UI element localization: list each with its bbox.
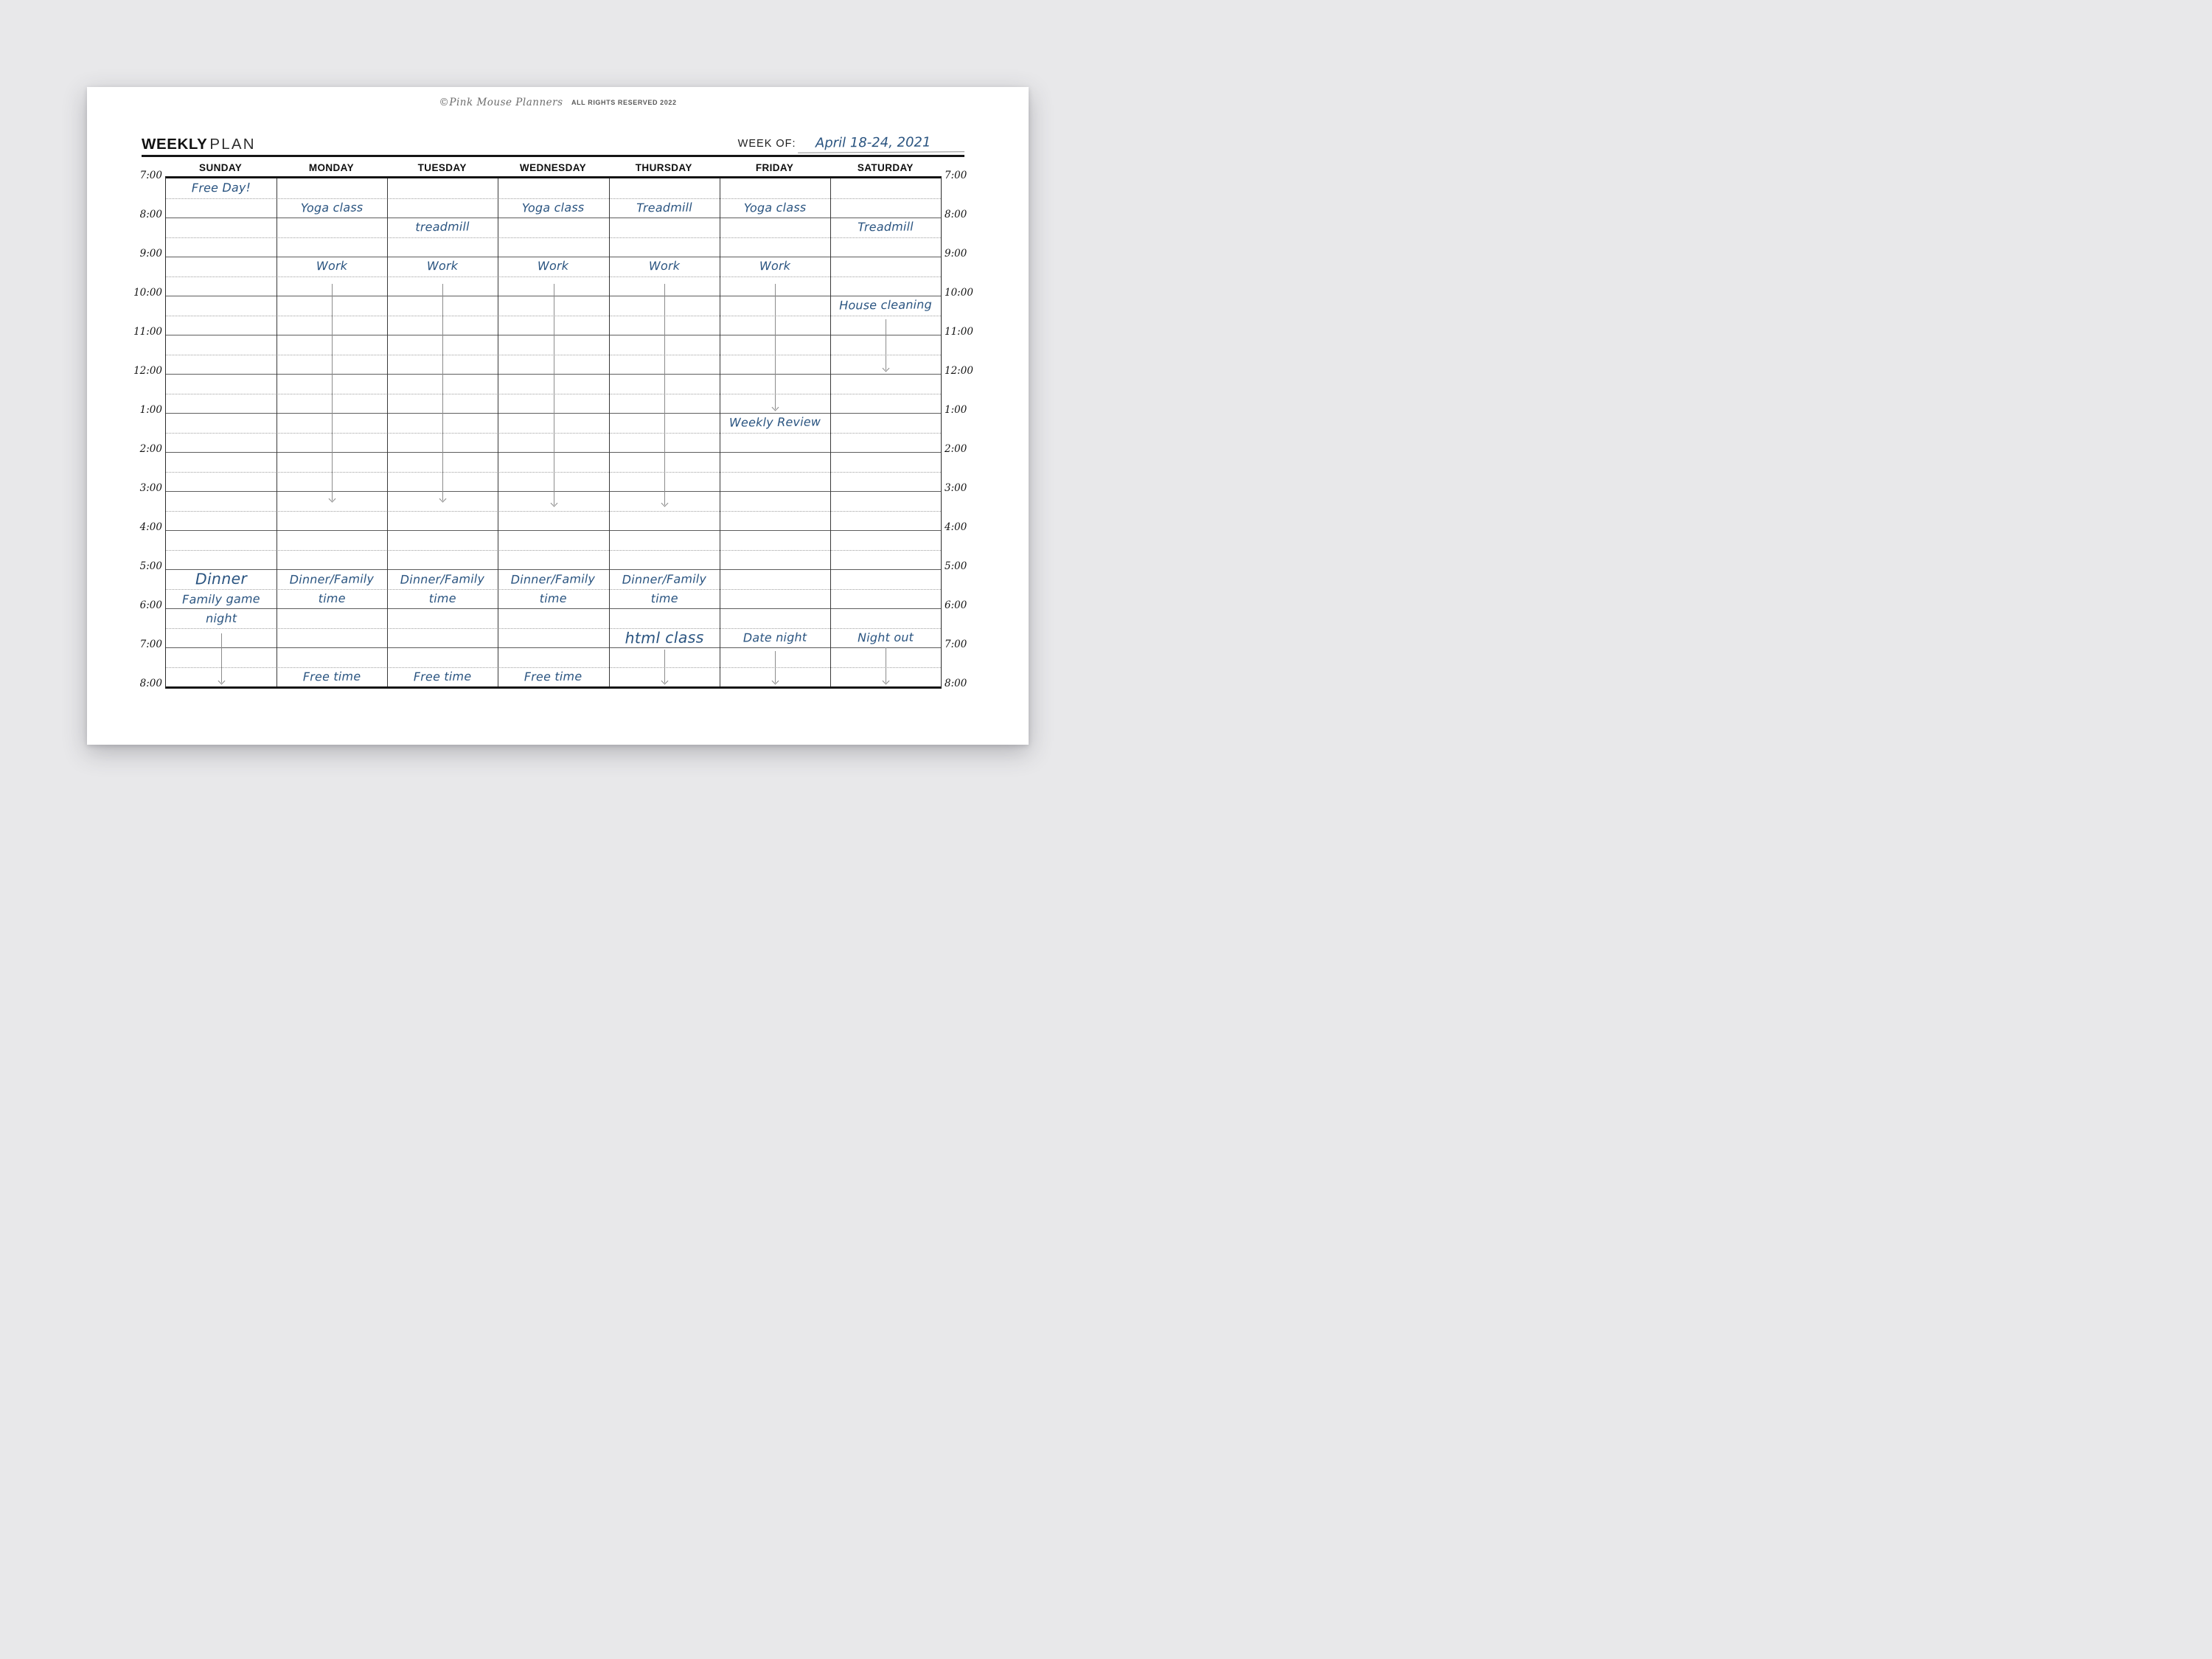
event-treadmill [387,217,498,237]
desk-background [0,0,1106,830]
time-label-left-8: 3:00 [139,482,162,494]
time-label-left-1: 8:00 [139,209,162,220]
day-header-friday: FRIDAY [755,162,794,173]
event-work [720,256,830,276]
event-text: night [206,610,237,625]
event-text: Free time [302,669,361,684]
event-text: Dinner/Family [400,571,485,587]
duration-arrow [664,650,665,683]
event-date-night [720,627,830,648]
time-label-left-7: 2:00 [139,443,162,455]
day-header-wednesday: WEDNESDAY [519,162,587,173]
event-yoga-class [276,198,387,218]
time-label-left-11: 6:00 [139,599,162,611]
time-label-right-0: 7:00 [945,170,967,181]
duration-arrow [332,284,333,501]
event-text: Work [648,259,680,274]
day-header-sunday: SUNDAY [199,162,243,173]
event-text: Date night [742,630,807,645]
event-text: Dinner/Family [622,571,706,587]
event-text: Yoga class [300,200,364,215]
time-label-right-11: 6:00 [945,599,967,611]
time-label-left-13: 8:00 [139,678,162,689]
event-work [387,256,498,276]
event-html-class [608,627,719,648]
event-text: Work [759,259,790,274]
duration-arrow [221,633,222,682]
page-title [142,137,256,153]
half-hour-line [166,511,941,512]
event-free-time [498,667,608,687]
event-free-time [387,667,498,687]
hour-line [166,608,941,609]
time-label-left-10: 5:00 [139,560,162,572]
event-text: Dinner [195,569,248,588]
time-label-right-12: 7:00 [945,639,967,650]
event-text: Dinner/Family [289,571,375,587]
half-hour-line [166,276,941,277]
event-text: time [318,591,346,605]
event-treadmill [830,217,941,237]
half-hour-line [166,198,941,199]
event-dinner [166,568,276,589]
event-work [498,256,608,276]
copyright-line [87,96,1029,109]
event-text: Work [538,259,569,274]
half-hour-line [166,550,941,551]
week-of-field [738,135,964,153]
day-header-saturday: SATURDAY [857,162,914,173]
half-hour-line [166,589,941,590]
column-divider [276,178,277,686]
event-weekly-review [720,412,830,433]
time-label-left-12: 7:00 [139,639,162,650]
event-text: Family game [182,591,260,606]
event-house-cleaning [830,295,941,316]
column-divider [830,178,831,686]
hour-line [166,569,941,570]
event-text: Treadmill [857,219,914,234]
time-label-left-2: 9:00 [139,248,162,260]
time-label-right-4: 11:00 [945,326,973,338]
event-text: Work [427,259,459,274]
time-label-left-3: 10:00 [133,287,162,299]
event-text: Weekly Review [728,414,821,430]
day-header-row [165,162,941,175]
half-hour-line [166,628,941,629]
time-label-left-0: 7:00 [139,170,162,181]
event-text: House cleaning [838,297,932,313]
time-label-right-10: 5:00 [945,560,967,572]
time-label-right-7: 2:00 [945,443,967,455]
time-label-right-13: 8:00 [945,678,967,689]
event-text: Free time [413,669,472,684]
time-label-right-9: 4:00 [945,521,967,533]
event-text: time [650,591,678,605]
half-hour-line [166,667,941,668]
duration-arrow [775,284,776,409]
title-rule [142,155,964,157]
event-text: Dinner/Family [511,571,596,587]
event-work [276,256,387,276]
event-text: Work [316,259,348,274]
column-divider [387,178,388,686]
event-text: Free time [524,669,582,684]
day-header-tuesday: TUESDAY [417,162,467,173]
event-text: html class [624,628,704,647]
week-of-label: WEEK OF: [737,138,796,150]
time-label-left-4: 11:00 [133,326,162,338]
event-text: Yoga class [522,200,585,215]
planner-page [87,87,1029,745]
hour-line [166,647,941,648]
day-header-thursday: THURSDAY [635,162,692,173]
title-weekly: WEEKLY [142,135,208,153]
title-plan: PLAN [209,135,256,153]
time-label-right-6: 1:00 [945,404,967,416]
schedule-grid [165,176,942,689]
event-text: Treadmill [636,200,692,215]
event-night-out [830,627,941,648]
event-work [608,256,719,276]
event-free-day [166,178,276,198]
title-bar [142,128,964,157]
time-label-right-2: 9:00 [945,248,967,260]
brand-logo: ©Pink Mouse Planners [439,97,563,108]
event-text: Yoga class [743,200,807,215]
time-label-right-5: 12:00 [945,365,973,377]
event-text: Free Day! [191,180,251,195]
duration-arrow [664,284,665,504]
event-yoga-class [498,198,608,218]
event-text: treadmill [415,219,470,234]
duration-arrow [442,284,443,501]
event-text: time [428,591,457,605]
event-yoga-class [720,198,830,218]
week-of-value: April 18-24, 2021 [797,134,964,153]
copyright-text: ALL RIGHTS RESERVED 2022 [571,98,677,106]
event-text: Night out [857,630,914,645]
half-hour-line [166,237,941,238]
column-divider [609,178,610,686]
hour-line [166,530,941,531]
event-text: time [540,591,568,605]
event-free-time [276,667,387,687]
time-label-right-8: 3:00 [945,482,967,494]
time-label-left-5: 12:00 [133,365,162,377]
duration-arrow [775,651,776,682]
time-label-left-6: 1:00 [139,404,162,416]
time-label-left-9: 4:00 [139,521,162,533]
day-header-monday: MONDAY [308,162,354,173]
event-treadmill [608,198,719,218]
time-label-right-3: 10:00 [945,287,973,299]
time-label-right-1: 8:00 [945,209,967,220]
